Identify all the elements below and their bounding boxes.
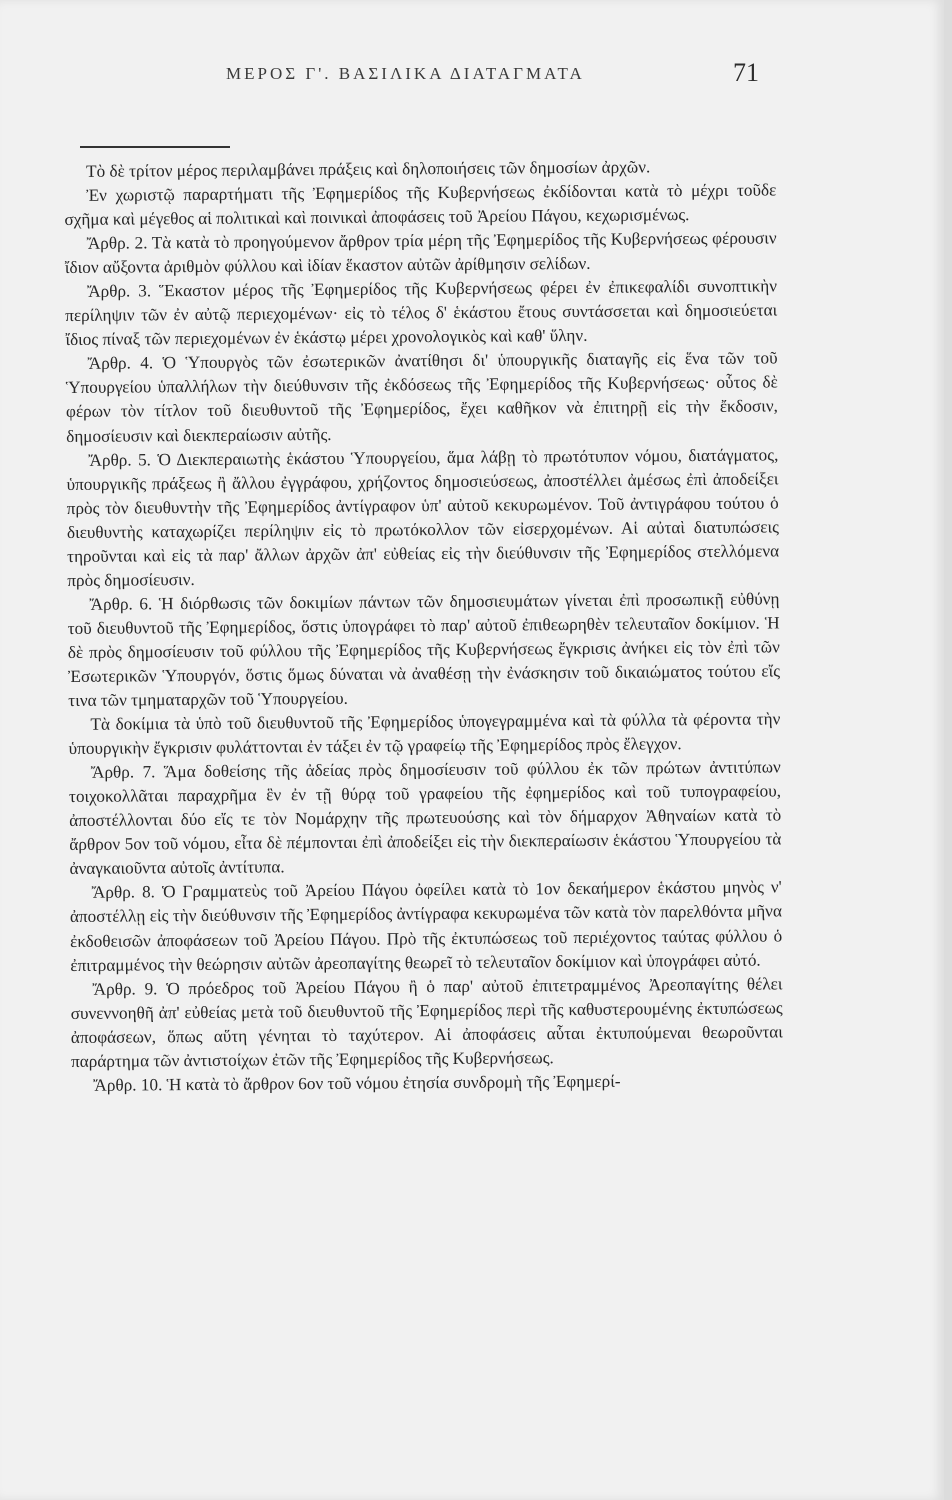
article-6: Ἄρθρ. 6. Ἡ διόρθωσις τῶν δοκιμίων πάντων τῶν δημοσιευμάτων γίνεται ἐπὶ προσωπικῇ εὐθύνῃ τοῦ διευθυντοῦ τῆς Ἐφημερίδος, ὅστις ὑπογράφει τὸ παρ' αὐτοῦ ἐπιθεωρηθὲν τελευταῖον δοκίμιον. Ἡ δὲ πρὸς δημοσίευσιν τοῦ φύλλου τῆς Ἐφημερίδος τῆς Κυβερνήσεως ἔγκρισις ἀνήκει εἰς τὸν ἐπὶ τῶν Ἐσωτερικῶν Ὑπουργόν, ὅστις ὅμως δύναται νὰ ἀναθέσῃ τὴν ἐνάσκησιν τοῦ δικαιώματος τούτου εἴς τινα τῶν τμηματαρχῶν τοῦ Ὑπουργείου. — [67, 589, 781, 711]
article-5: Ἄρθρ. 5. Ὁ Διεκπεραιωτὴς ἑκάστου Ὑπουργείου, ἅμα λάβῃ τὸ πρωτότυπον νόμου, διατάγματος, ὑπουργικῆς πράξεως ἢ ἄλλου ἐγγράφου, χρήζοντος δημοσιεύσεως, ἀποστέλλει ἀμέσως ἐπὶ ἀποδείξει πρὸς τὸν διευθυντὴν τῆς Ἐφημερίδος ἀντίγραφον ὑπ' αὐτοῦ κεκυρωμένον. Τοῦ ἀντιγράφου τούτου ὁ διευθυντὴς καταχωρίζει περίληψιν εἰς τὸ πρωτόκολλον τῶν εἰσερχομένων. Αἱ αὐταὶ διατυπώσεις τηροῦνται καὶ εἰς τὰ παρ' ἄλλων ἀρχῶν ἀπ' εὐθείας εἰς τὴν διεύθυνσιν τῆς Ἐφημερίδος στελλόμενα πρὸς δημοσίευσιν. — [66, 444, 780, 590]
article-8: Ἄρθρ. 8. Ὁ Γραμματεὺς τοῦ Ἀρείου Πάγου ὀφείλει κατὰ τὸ 1ον δεκαήμερον ἑκάστου μηνὸς ν' ἀποστέλλῃ εἰς τὴν διεύθυνσιν τῆς Ἐφημερίδος ἀντίγραφα κεκυρωμένα τῶν κατὰ τὸν παρελθόντα μῆνα ἐκδοθεισῶν ἀποφάσεων τοῦ Ἀρείου Πάγου. Πρὸ τῆς ἐκτυπώσεως τοῦ περιέχοντος ταύτας φύλλου ὁ ἐπιτραμμένος τὴν θεώρησιν αὐτῶν ἀρεοπαγίτης θεωρεῖ τὸ τελευταῖον δοκίμιον καὶ ὑπογράφει αὐτό. — [69, 877, 783, 975]
article-10: Ἄρθρ. 10. Ἡ κατὰ τὸ ἄρθρον 6ον τοῦ νόμου ἐτησία συνδρομὴ τῆς Ἐφημερί- — [93, 1071, 621, 1095]
paragraph: Ἐν χωριστῷ παραρτήματι τῆς Ἐφημερίδος τῆς Κυβερνήσεως ἐκδίδονται κατὰ τὸ μέχρι τοῦδε σχῆμα καὶ μέγεθος αἱ πολιτικαὶ καὶ ποινικαὶ ἀποφάσεις τοῦ Ἀρείου Πάγου, κεχωρισμένως. — [64, 180, 777, 230]
page-number: 71 — [733, 58, 759, 87]
running-head: ΜΕΡΟΣ Γ'. ΒΑΣΙΛΙΚΑ ΔΙΑΤΑΓΜΑΤΑ — [226, 64, 585, 83]
page-edge — [944, 0, 952, 1500]
article-2: Ἄρθρ. 2. Τὰ κατὰ τὸ προηγούμενον ἄρθρον τρία μέρη τῆς Ἐφημερίδος τῆς Κυβερνήσεως φέρουσιν ἴδιον αὔξοντα ἀριθμὸν φύλλου καὶ ἰδίαν ἕκαστον αὐτῶν ἀρίθμησιν σελίδων. — [64, 228, 777, 278]
separator-rule — [80, 146, 230, 148]
body-text — [64, 154, 783, 1097]
article-9: Ἄρθρ. 9. Ὁ πρόεδρος τοῦ Ἀρείου Πάγου ἢ ὁ παρ' αὐτοῦ ἐπιτετραμμένος Ἀρεοπαγίτης θέλει συνεννοηθῆ ἀπ' εὐθείας μετὰ τοῦ διευθυντοῦ τῆς Ἐφημερίδος περὶ τῆς καθυστερουμένης ἐκτυπώσεως ἀποφάσεων, ὅπως αὕτη γένηται τὸ ταχύτερον. Αἱ ἀποφάσεις αὗται ἐκτυπούμεναι θεωροῦνται παράρτημα τῶν ἀντιστοίχων ἐτῶν τῆς Ἐφημερίδος τῆς Κυβερνήσεως. — [70, 973, 783, 1071]
article-3: Ἄρθρ. 3. Ἕκαστον μέρος τῆς Ἐφημερίδος τῆς Κυβερνήσεως φέρει ἐν ἐπικεφαλίδι συνοπτικὴν περίληψιν τῶν ἐν αὐτῷ περιεχομένων· εἰς τὸ τέλος δ' ἑκάστου ἔτους συντάσσεται καὶ δημοσιεύεται ἴδιος πίναξ τῶν περιεχομένων ἐν ἑκάστῳ μέρει χρονολογικὸς καὶ καθ' ὕλην. — [65, 276, 778, 350]
article-4: Ἄρθρ. 4. Ὁ Ὑπουργὸς τῶν ἐσωτερικῶν ἀνατίθησι δι' ὑπουργικῆς διαταγῆς εἰς ἕνα τῶν τοῦ Ὑπουργείου ὑπαλλήλων τὴν διεύθυνσιν τῆς ἐκδόσεως τῆς Ἐφημερίδος τῆς Κυβερνήσεως· οὗτος δὲ φέρων τὸν τίτλον τοῦ διευθυντοῦ τῆς Ἐφημερίδος, ἔχει καθῆκον νὰ ἐπιτηρῇ εἰς τὴν ἔκδοσιν, δημοσίευσιν καὶ διεκπεραίωσιν αὐτῆς. — [65, 348, 779, 446]
paragraph: Τὸ δὲ τρίτον μέρος περιλαμβάνει πράξεις καὶ δηλοποιήσεις τῶν δημοσίων ἀρχῶν. — [86, 157, 651, 181]
paragraph: Τὰ δοκίμια τὰ ὑπὸ τοῦ διευθυντοῦ τῆς Ἐφημερίδος ὑπογεγραμμένα καὶ τὰ φύλλα τὰ φέροντα τὴν ὑπουργικὴν ἔγκρισιν φυλάττονται ἐν τάξει ἐν τῷ γραφείῳ τῆς Ἐφημερίδος πρὸς ἔλεγχον. — [68, 709, 781, 759]
article-7: Ἄρθρ. 7. Ἅμα δοθείσης τῆς ἀδείας πρὸς δημοσίευσιν τοῦ φύλλου ἐκ τῶν πρώτων ἀντιτύπων τοιχοκολλᾶται παραχρῆμα ἓν ἐν τῇ θύρᾳ τοῦ γραφείου τῆς ἐφημερίδος καὶ τοῦ τυπογραφείου, ἀποστέλλονται δύο εἴς τε τὸν Νομάρχην τῆς πρωτευούσης καὶ τὸν δήμαρχον Ἀθηναίων κατὰ τὸ ἄρθρον 5ον τοῦ νόμου, εἶτα δὲ πέμπονται ἐπὶ ἀποδείξει εἰς τὴν διεκπεραίωσιν ἑκάστου Ὑπουργείου τὰ ἀναγκαιοῦντα αὐτοῖς ἀντίτυπα. — [68, 757, 782, 879]
